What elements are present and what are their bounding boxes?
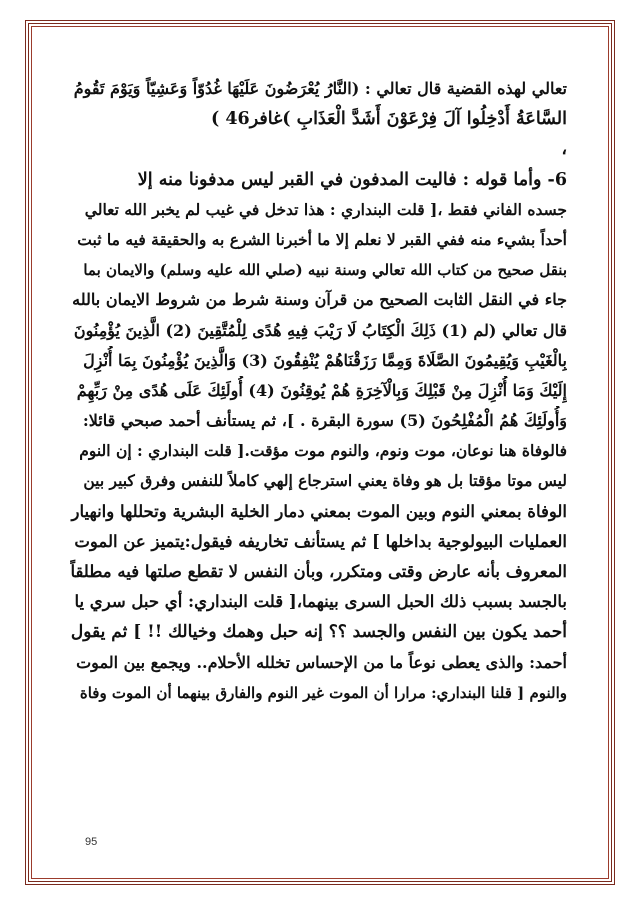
- text-line: بنقل صحيح من كتاب الله تعالي وسنة نبيه (صلي الله عليه وسلم) والايمان بما: [83, 261, 567, 280]
- text-line: ليس موتا مؤقتا بل هو وفاة يعني استرجاع إلهي كاملاً للنفس وفرق كبير بين: [83, 471, 567, 491]
- text-line: أحمد يكون بين النفس والجسد ؟؟ إنه حبل وهمك وخيالك !! ] ثم يقول: [70, 622, 567, 643]
- text-line: أحمد: والذى يعطى نوعاً ما من الإحساس تخلله الأحلام.. ويجمع بين الموت: [76, 652, 567, 672]
- text-line: وَأُولَئِكَ هُمُ الْمُفْلِحُونَ (5) سورة البقرة . ]، ثم يستأنف أحمد صبحي قائلا:: [82, 411, 567, 431]
- text-line: الوفاة بمعني النوم وبين الموت بمعني دمار الخلية البشرية وتحللها وانهيار: [71, 501, 567, 521]
- text-line: جسده الفاني فقط ،[ قلت البنداري : هذا تدخل في غيب لم يخبر الله تعالي: [84, 199, 567, 219]
- text-line: 6- وأما قوله : فاليت المدفون في القبر ليس مدفونا منه إلا: [137, 169, 567, 190]
- text-line: ،: [561, 139, 567, 160]
- document-body: [70, 74, 567, 708]
- text-line: جاء في النقل الثابت الصحيح من قرآن وسنة شرط من شروط الايمان بالله: [72, 290, 567, 310]
- text-line: السَّاعَةُ أَدْخِلُوا آلَ فِرْعَوْنَ أَشَدَّ الْعَذَابِ )غافر46 ): [210, 109, 567, 130]
- text-line: المعروف بأنه عارض وقتى ومتكرر، وبأن النفس لا تقطع صلتها فيه مطلقاً: [70, 562, 567, 581]
- text-line: قال تعالي (لم (1) ذَلِكَ الْكِتَابُ لَا رَيْبَ فِيهِ هُدًى لِلْمُتَّقِينَ (2) الَّذِينَ يُؤْمِنُونَ: [73, 320, 567, 340]
- text-line: والنوم [ قلنا البنداري: مرارا أن الموت غير النوم والفارق بينهما أن الموت وفاة: [79, 683, 567, 702]
- text-line: أحداً بشيء منه ففي القبر لا نعلم إلا ما أخبرنا الشرع به والحقيقة فيه ما ثبت: [77, 229, 567, 249]
- text-line: بِالْغَيْبِ وَيُقِيمُونَ الصَّلَاةَ وَمِمَّا رَزَقْنَاهُمْ يُنْفِقُونَ (3) وَالَّذِينَ يُؤْمِنُونَ بِمَا أُنْزِلَ: [83, 350, 567, 370]
- text-line: إِلَيْكَ وَمَا أُنْزِلَ مِنْ قَبْلِكَ وَبِالْآخِرَةِ هُمْ يُوقِنُونَ (4) أُولَئِكَ عَلَى هُدًى مِنْ رَبِّهِمْ: [76, 380, 567, 400]
- text-line: بالجسد بسبب ذلك الحبل السرى بينهما،[ قلت البنداري: أي حبل سري يا: [74, 592, 567, 612]
- text-line: تعالي لهذه القضية قال تعالي : (النَّارُ يُعْرَضُونَ عَلَيْهَا غُدُوّاً وَعَشِيّاً وَيَوْمَ تَقُومُ: [73, 79, 567, 98]
- text-line: فالوفاة هنا نوعان، موت ونوم، والنوم موت مؤقت.[ قلت البنداري : إن النوم: [79, 441, 567, 461]
- page-number: 95: [85, 836, 98, 848]
- text-line: العمليات البيولوجية بداخلها ] ثم يستأنف تخاريفه فيقول:يتميز عن الموت: [74, 531, 567, 551]
